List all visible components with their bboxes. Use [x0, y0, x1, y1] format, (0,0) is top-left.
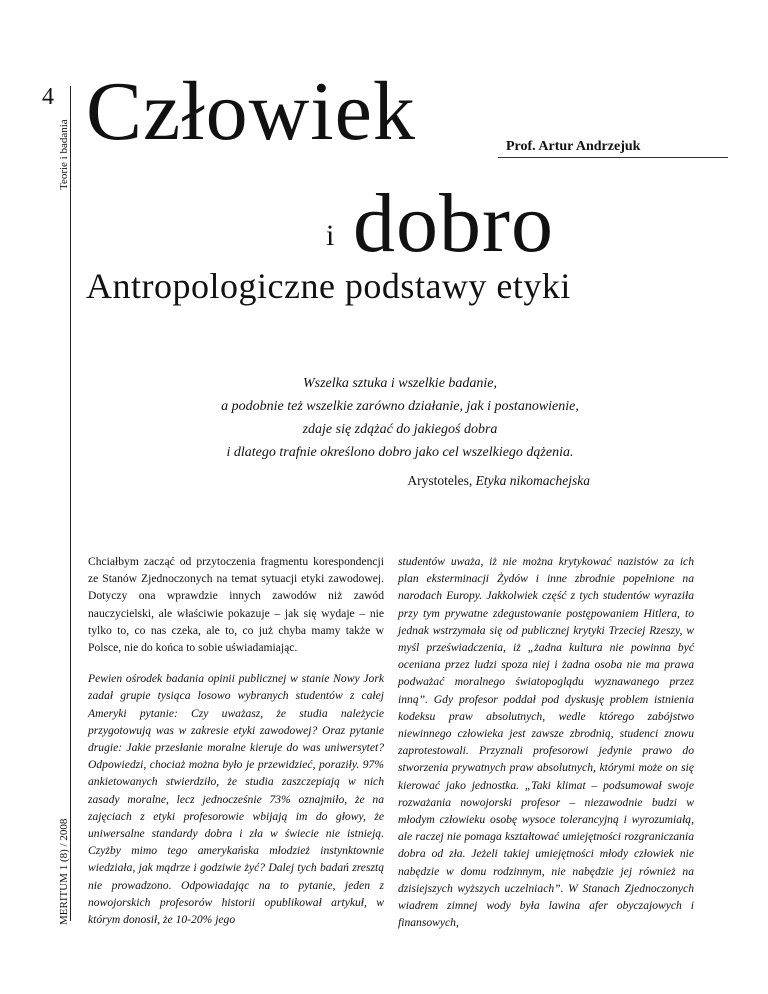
margin-rule — [70, 86, 71, 921]
epigraph-attribution — [380, 473, 590, 489]
epigraph-work: Etyka nikomachejska — [475, 473, 590, 488]
author-name: Prof. Artur Andrzejuk — [506, 139, 641, 154]
author-underline — [498, 157, 728, 158]
article-title-line1: Człowiek — [86, 65, 416, 158]
epigraph-line: zdaje się zdążać do jakiegoś dobra — [302, 422, 498, 437]
body-paragraph: Chciałbym zacząć od przytoczenia fragmentu korespondencji ze Stanów Zjednoczonych na temat sytuacji etyki zawodowej. Dotyczy ona wprawdzie innych zawodów niż zawód nauczycielski, ale właściwie pokazuje – jak się wydaje – nie tylko to, co nas czeka, ale to, co już chyba mamy także w Polsce, nie do końca to sobie uświadamiając. — [88, 555, 384, 655]
epigraph-line: Wszelka sztuka i wszelkie badanie, — [302, 376, 498, 391]
body-column-left — [88, 553, 384, 928]
issue-label: MERITUM 1 (8) / 2008 — [58, 818, 70, 925]
epigraph-line: i dlatego trafnie określono dobro jako cel wszelkiego dążenia. — [226, 445, 574, 460]
article-title-line2: dobro — [353, 177, 554, 270]
body-column-right — [398, 553, 694, 931]
body-paragraph: studentów uważa, iż nie można krytykować nazistów za ich plan eksterminacji Żydów i inne zbrodnie popełnione na narodach Europy. Jakkolwiek część z tych studentów wyraziła przy tym prywatne zdegustowanie postępowaniem Hitlera, to jednak wstrzymała się od publicznej krytyki Trzeciej Rzeszy, w myśl przeświadczenia, iż „żadna kultura nie powinna być oceniana przez ludzi spoza niej i żadna osoba nie ma prawa podważać moralnego światopoglądu wyznawanego przez inną”. Gdy profesor poddał pod dyskusję problem istnienia kodeksu praw absolutnych, wedle którego zabójstwo niewinnego człowieka jest zawsze zbrodnią, studenci znowu zaprotestowali. Przyznali profesorowi jedynie prawo do stworzenia prywatnych praw absolutnych, którymi może on się kierować jako jednostka. „Taki klimat – podsumował swoje rozważania nowojorski profesor – niezawodnie budzi w młodym człowieku osobę wysoce tolerancyjną i wyrozumiałą, ale raczej nie pomaga kształtować umiejętności rozgraniczania dobra od zła. Jeżeli takiej umiejętności młody człowiek nie nabędzie w domu rodzinnym, nie nabędzie jej również na dzisiejszych wyższych uczelniach”. W Stanach Zjednoczonych wiadrem zimnej wody była lawina afer obyczajowych i finansowych, — [398, 555, 694, 930]
epigraph-line: a podobnie też wszelkie zarówno działanie, jak i postanowienie, — [221, 399, 579, 414]
article-title-conjunction: i — [326, 219, 335, 252]
page-number: 4 — [42, 84, 54, 110]
article-subtitle: Antropologiczne podstawy etyki — [86, 266, 571, 306]
epigraph-author: Arystoteles, — [407, 473, 473, 488]
epigraph — [160, 372, 640, 464]
body-paragraph: Pewien ośrodek badania opinii publicznej w stanie Nowy Jork zadał grupie tysiąca losowo wybranych studentów z całej Ameryki pytanie: Czy uważasz, że studia należycie przygotowują was w zakresie etyki zawodowej? Oraz pytanie drugie: Jakie przesłanie moralne kieruje do was uniwersytet? Odpowiedzi, chociaż można było je przewidzieć, poraziły. 97% ankietowanych stwierdziło, że studia zaszczepiają w nich zasady moralne, lecz jednocześnie 73% oznajmiło, że na zajęciach z etyki profesorowie wbijają im do głowy, że uniwersalne standardy dobra i zła w świecie nie istnieją. Czyżby mimo tego amerykańska młodzież instynktownie wiedziała, jak mądrze i godziwie żyć? Dalej tych badań zresztą nie prowadzono. Odpowiadając na to pytanie, jeden z nowojorskich profesorów historii opublikował artykuł, w którym donosił, że 10-20% jego — [88, 672, 384, 927]
section-label: Teorie i badania — [58, 119, 70, 190]
